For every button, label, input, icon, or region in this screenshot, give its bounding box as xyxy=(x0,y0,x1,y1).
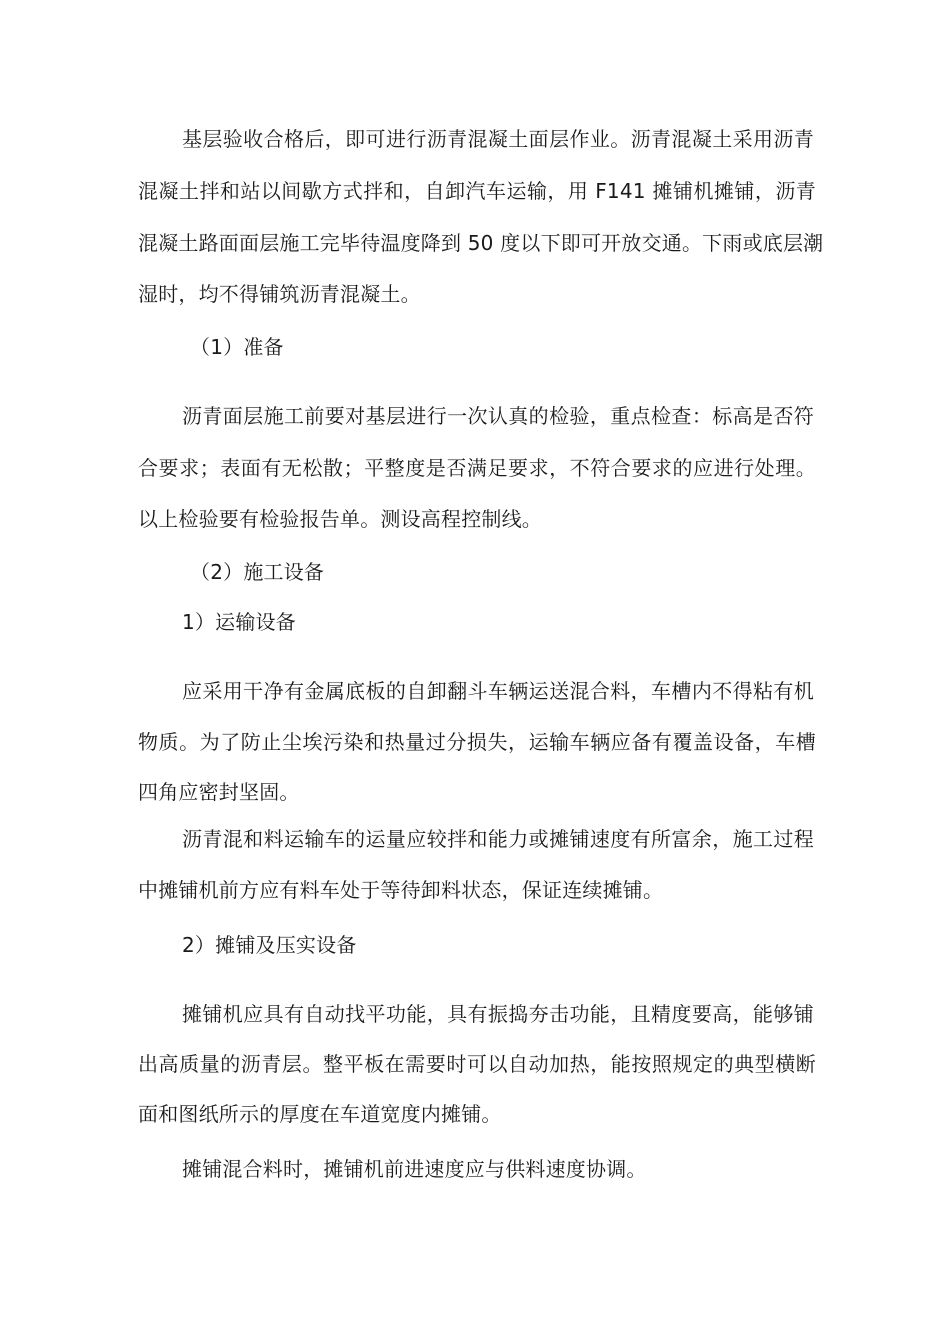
paragraph-2-line-3: 以上检验要有检验报告单。测设高程控制线。 xyxy=(138,507,542,531)
paragraph-5-line-2: 出高质量的沥青层。整平板在需要时可以自动加热，能按照规定的典型横断 xyxy=(138,1052,816,1076)
paragraph-5-line-1: 摊铺机应具有自动找平功能，具有振捣夯击功能，且精度要高，能够铺 xyxy=(182,1002,814,1026)
paragraph-4-line-1: 沥青混和料运输车的运量应较拌和能力或摊铺速度有所富余，施工过程 xyxy=(182,827,814,851)
heading-equipment: （2）施工设备 xyxy=(190,560,325,584)
heading-preparation: （1）准备 xyxy=(190,335,284,359)
paragraph-3-line-1: 应采用干净有金属底板的自卸翻斗车辆运送混合料，车槽内不得粘有机 xyxy=(182,679,814,703)
paragraph-4-line-2: 中摊铺机前方应有料车处于等待卸料状态，保证连续摊铺。 xyxy=(138,878,664,902)
paragraph-1-line-1: 基层验收合格后，即可进行沥青混凝土面层作业。沥青混凝土采用沥青 xyxy=(182,127,814,151)
paragraph-1-line-2: 混凝土拌和站以间歇方式拌和，自卸汽车运输，用 F141 摊铺机摊铺，沥青 xyxy=(138,179,816,203)
paragraph-2-line-2: 合要求；表面有无松散；平整度是否满足要求，不符合要求的应进行处理。 xyxy=(138,456,816,480)
paragraph-2-line-1: 沥青面层施工前要对基层进行一次认真的检验，重点检查：标高是否符 xyxy=(182,404,814,428)
paragraph-3-line-2: 物质。为了防止尘埃污染和热量过分损失，运输车辆应备有覆盖设备，车槽 xyxy=(138,730,816,754)
paragraph-6-line-1: 摊铺混合料时，摊铺机前进速度应与供料速度协调。 xyxy=(182,1157,647,1181)
paragraph-1-line-4: 湿时，均不得铺筑沥青混凝土。 xyxy=(138,282,421,306)
paragraph-5-line-3: 面和图纸所示的厚度在车道宽度内摊铺。 xyxy=(138,1102,502,1126)
paragraph-1-line-3: 混凝土路面面层施工完毕待温度降到 50 度以下即可开放交通。下雨或底层潮 xyxy=(138,231,824,255)
heading-transport-equipment: 1）运输设备 xyxy=(182,610,296,634)
heading-paving-equipment: 2）摊铺及压实设备 xyxy=(182,933,357,957)
paragraph-3-line-3: 四角应密封坚固。 xyxy=(138,780,300,804)
